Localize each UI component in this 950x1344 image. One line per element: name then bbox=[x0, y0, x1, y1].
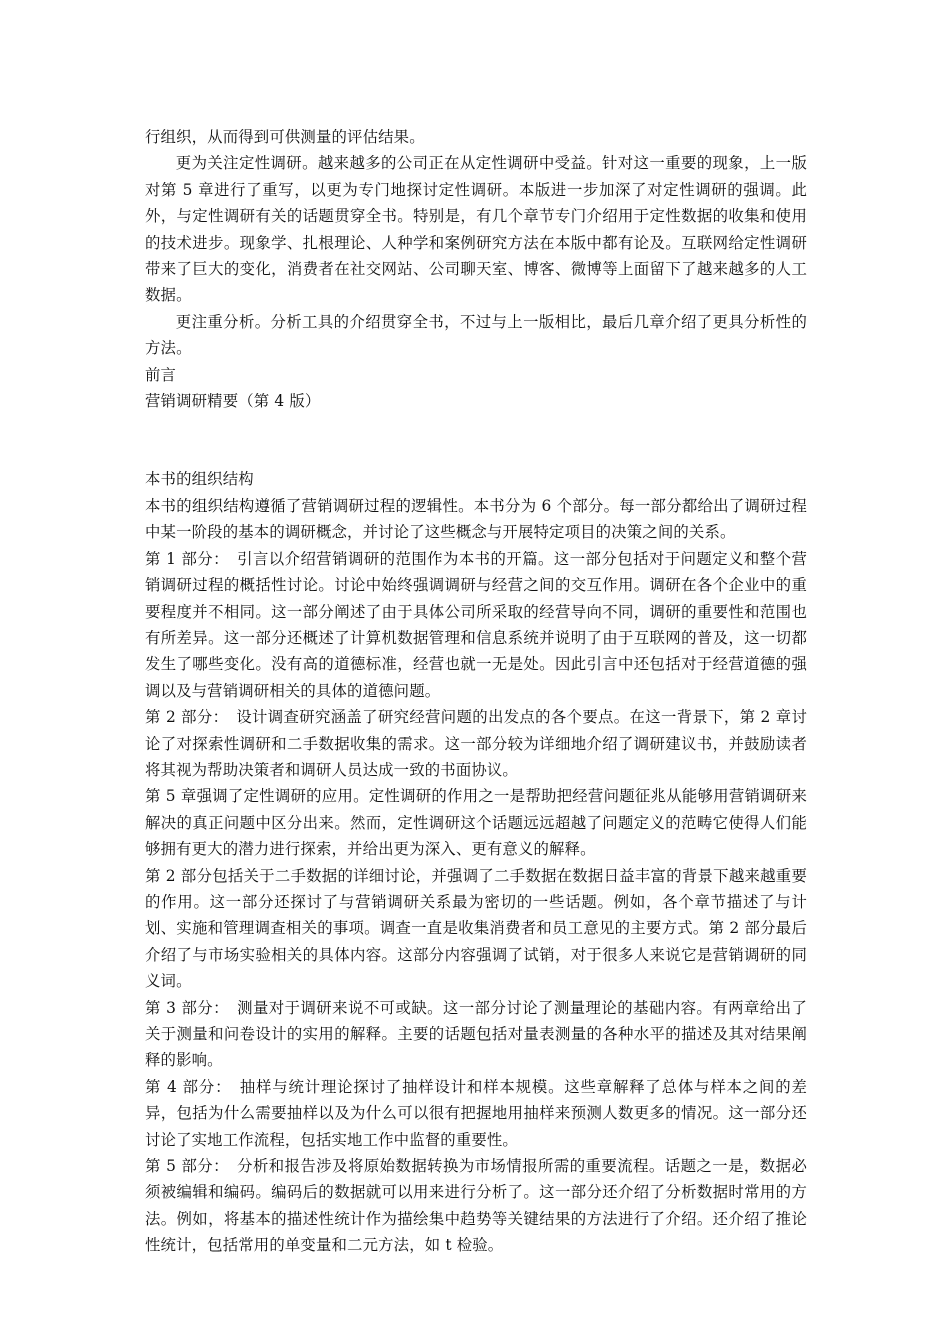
section-spacer bbox=[145, 414, 807, 466]
book-title: 营销调研精要（第 4 版） bbox=[145, 392, 321, 411]
paragraph-organization-intro: 本书的组织结构遵循了营销调研过程的逻辑性。本书分为 6 个部分。每一部分都给出了调研过程中某一阶段的基本的调研概念，并讨论了这些概念与开展特定项目的决策之间的关系。 bbox=[145, 496, 807, 542]
paragraph-part-5: 第 5 部分： 分析和报告涉及将原始数据转换为市场情报所需的重要流程。话题之一是，数据必须被编辑和编码。编码后的数据就可以用来进行分析了。这一部分还介绍了分析数据时常用的方法。例如，将基本的描述性统计作为描绘集中趋势等关键结果的方法进行了介绍。还介绍了推论性统计，包括常用的单变量和二元方法，如 t 检验。 bbox=[145, 1157, 807, 1255]
organization-heading: 本书的组织结构 bbox=[145, 470, 254, 489]
paragraph-chapter-5: 第 5 章强调了定性调研的应用。定性调研的作用之一是帮助把经营问题征兆从能够用营销调研来解决的真正问题中区分出来。然而，定性调研这个话题远远超越了问题定义的范畴它使得人们能够拥有更大的潜力进行探索，并给出更为深入、更有意义的解释。 bbox=[145, 787, 807, 859]
paragraph-analysis-focus: 更注重分析。分析工具的介绍贯穿全书，不过与上一版相比，最后几章介绍了更具分析性的方法。 bbox=[145, 312, 807, 358]
paragraph-qualitative-research: 更为关注定性调研。越来越多的公司正在从定性调研中受益。针对这一重要的现象，上一版对第 5 章进行了重写，以更为专门地探讨定性调研。本版进一步加深了对定性调研的强调。此外，与定性调研有关的话题贯穿全书。特别是，有几个章节专门介绍用于定性数据的收集和使用的技术进步。现象学、扎根理论、人种学和案例研究方法在本版中都有论及。互联网给定性调研带来了巨大的变化，消费者在社交网站、公司聊天室、博客、微博等上面留下了越来越多的人工数据。 bbox=[145, 154, 807, 305]
paragraph-evaluation-continuation: 行组织，从而得到可供测量的评估结果。 bbox=[145, 128, 425, 146]
preface-heading: 前言 bbox=[145, 365, 177, 384]
document-page bbox=[145, 124, 807, 1259]
paragraph-part-1: 第 1 部分： 引言以介绍营销调研的范围作为本书的开篇。这一部分包括对于问题定义和整个营销调研过程的概括性讨论。讨论中始终强调调研与经营之间的交互作用。调研在各个企业中的重要程度并不相同。这一部分阐述了由于具体公司所采取的经营导向不同，调研的重要性和范围也有所差异。这一部分还概述了计算机数据管理和信息系统并说明了由于互联网的普及，这一切都发生了哪些变化。没有高的道德标准，经营也就一无是处。因此引言中还包括对于经营道德的强调以及与营销调研相关的具体的道德问题。 bbox=[145, 549, 807, 700]
paragraph-part-4: 第 4 部分： 抽样与统计理论探讨了抽样设计和样本规模。这些章解释了总体与样本之间的差异，包括为什么需要抽样以及为什么可以很有把握地用抽样来预测人数更多的情况。这一部分还讨论了实地工作流程，包括实地工作中监督的重要性。 bbox=[145, 1077, 807, 1149]
paragraph-part-2: 第 2 部分： 设计调查研究涵盖了研究经营问题的出发点的各个要点。在这一背景下，第 2 章讨论了对探索性调研和二手数据收集的需求。这一部分较为详细地介绍了调研建议书，并鼓励读者将其视为帮助决策者和调研人员达成一致的书面协议。 bbox=[145, 708, 807, 779]
paragraph-part-3: 第 3 部分： 测量对于调研来说不可或缺。这一部分讨论了测量理论的基础内容。有两章给出了关于测量和问卷设计的实用的解释。主要的话题包括对量表测量的各种水平的描述及其对结果阐释的影响。 bbox=[145, 998, 807, 1070]
paragraph-part-2-secondary-data: 第 2 部分包括关于二手数据的详细讨论，并强调了二手数据在数据日益丰富的背景下越来越重要的作用。这一部分还探讨了与营销调研关系最为密切的一些话题。例如，各个章节描述了与计划、实施和管理调查相关的事项。调查一直是收集消费者和员工意见的主要方式。第 2 部分最后介绍了与市场实验相关的具体内容。这部分内容强调了试销，对于很多人来说它是营销调研的同义词。 bbox=[145, 866, 807, 991]
